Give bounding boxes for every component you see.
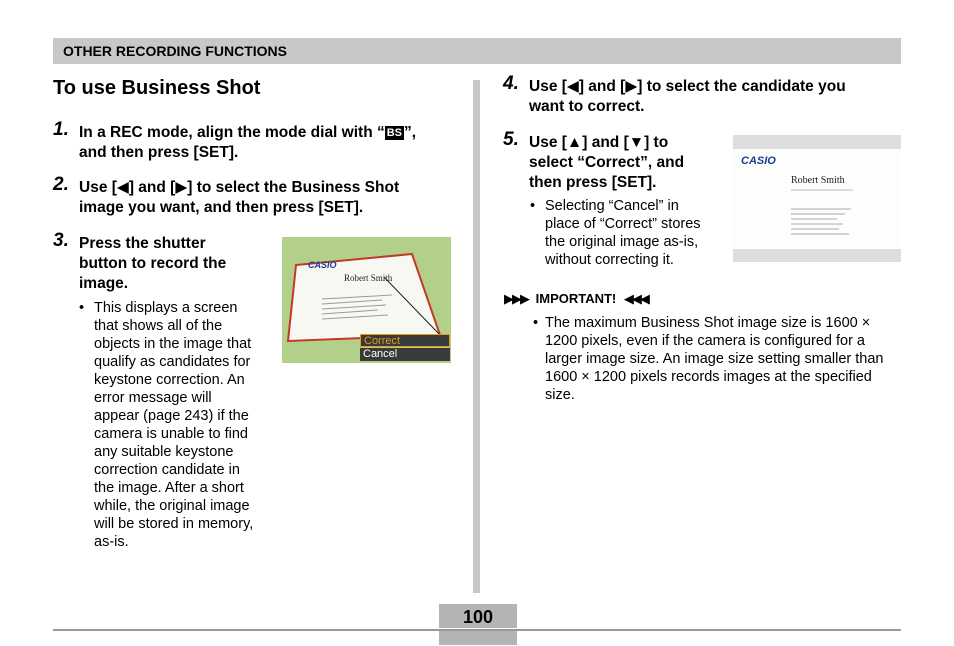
- bs-mode-icon: BS: [386, 127, 403, 139]
- step-2: [53, 174, 459, 218]
- camera-screen-image: [282, 237, 451, 363]
- step-1-line2: and then press [SET].: [79, 144, 239, 161]
- bullet-line: 1600 × 1200 pixels records images at the specified: [545, 369, 872, 385]
- bullet-line: the original image as-is,: [545, 234, 699, 250]
- important-label: IMPORTANT!: [535, 291, 617, 306]
- bullet-line: the image. After a short: [94, 480, 244, 496]
- bullet-line: will be stored in memory,: [94, 516, 254, 532]
- step-1: [53, 119, 459, 163]
- menu-cancel[interactable]: Cancel: [360, 348, 450, 361]
- important-left-icon: ▶▶▶: [504, 291, 528, 306]
- step-5-line1: Use [▲] and [▼] to: [529, 134, 669, 151]
- card-name: Robert Smith: [791, 175, 845, 186]
- section-title: OTHER RECORDING FUNCTIONS: [63, 43, 287, 59]
- step-5-bullet: [530, 197, 725, 269]
- page-title: To use Business Shot: [53, 77, 261, 99]
- card-text-lines: [733, 149, 901, 249]
- bullet-dot: •: [79, 300, 85, 316]
- bullet-line: any suitable keystone: [94, 444, 234, 460]
- page-number-tab: [439, 631, 517, 645]
- bullet-line: qualify as candidates for: [94, 354, 251, 370]
- page-number: 100: [439, 604, 517, 628]
- step-2-line1: Use [◀] and [▶] to select the Business Shot: [79, 179, 400, 196]
- step-5: [503, 129, 719, 193]
- step-4-line2: want to correct.: [529, 98, 645, 115]
- card-name: Robert Smith: [344, 273, 393, 283]
- important-heading: [504, 291, 648, 307]
- step-2-line2: image you want, and then press [SET].: [79, 199, 364, 216]
- step-number: 1.: [53, 119, 69, 140]
- bullet-line: objects in the image that: [94, 336, 252, 352]
- step-number: 2.: [53, 174, 69, 195]
- bullet-line: Selecting “Cancel” in: [545, 198, 679, 214]
- bullet-line: larger image size. An image size setting smaller than: [545, 351, 884, 367]
- column-divider: [473, 80, 480, 593]
- corrected-card-image: [733, 135, 901, 262]
- bullet-dot: •: [533, 315, 539, 331]
- bullet-line: keystone correction. An: [94, 372, 245, 388]
- bullet-line: while, the original image: [94, 498, 250, 514]
- step-3-bullet: [79, 299, 274, 551]
- bullet-line: appear (page 243) if the: [94, 408, 249, 424]
- menu-correct[interactable]: Correct: [360, 334, 450, 347]
- step-5-line2: select “Correct”, and: [529, 154, 685, 171]
- step-4-line1: Use [◀] and [▶] to select the candidate you: [529, 78, 846, 95]
- bullet-line: 1200 pixels, even if the camera is configured for a: [545, 333, 865, 349]
- bullet-line: error message will: [94, 390, 212, 406]
- bullet-line: that shows all of the: [94, 318, 223, 334]
- step-3-line1: Press the shutter: [79, 235, 206, 252]
- bullet-line: as-is.: [94, 534, 129, 550]
- bullet-line: correction candidate in: [94, 462, 240, 478]
- step-1-text-end: ”,: [404, 124, 417, 141]
- bullet-line: place of “Correct” stores: [545, 216, 701, 232]
- bullet-line: size.: [545, 387, 575, 403]
- bullet-line: This displays a screen: [94, 300, 238, 316]
- important-right-icon: ◀◀◀: [623, 291, 648, 306]
- step-5-line3: then press [SET].: [529, 174, 657, 191]
- step-3-line3: image.: [79, 275, 129, 292]
- card-brand: CASIO: [308, 260, 337, 270]
- step-number: 5.: [503, 129, 519, 150]
- bullet-line: camera is unable to find: [94, 426, 248, 442]
- step-4: [503, 73, 901, 117]
- bullet-line: The maximum Business Shot image size is 1600 ×: [545, 315, 871, 331]
- step-3: [53, 230, 269, 294]
- step-3-line2: button to record the: [79, 255, 227, 272]
- section-header-bar: [53, 38, 901, 64]
- step-number: 4.: [503, 73, 519, 94]
- step-1-text: In a REC mode, align the mode dial with “: [79, 124, 385, 141]
- card-brand: CASIO: [741, 155, 776, 167]
- bullet-dot: •: [530, 198, 536, 214]
- important-bullet: [533, 314, 901, 404]
- bullet-line: without correcting it.: [545, 252, 674, 268]
- step-number: 3.: [53, 230, 69, 251]
- business-card: [733, 149, 901, 249]
